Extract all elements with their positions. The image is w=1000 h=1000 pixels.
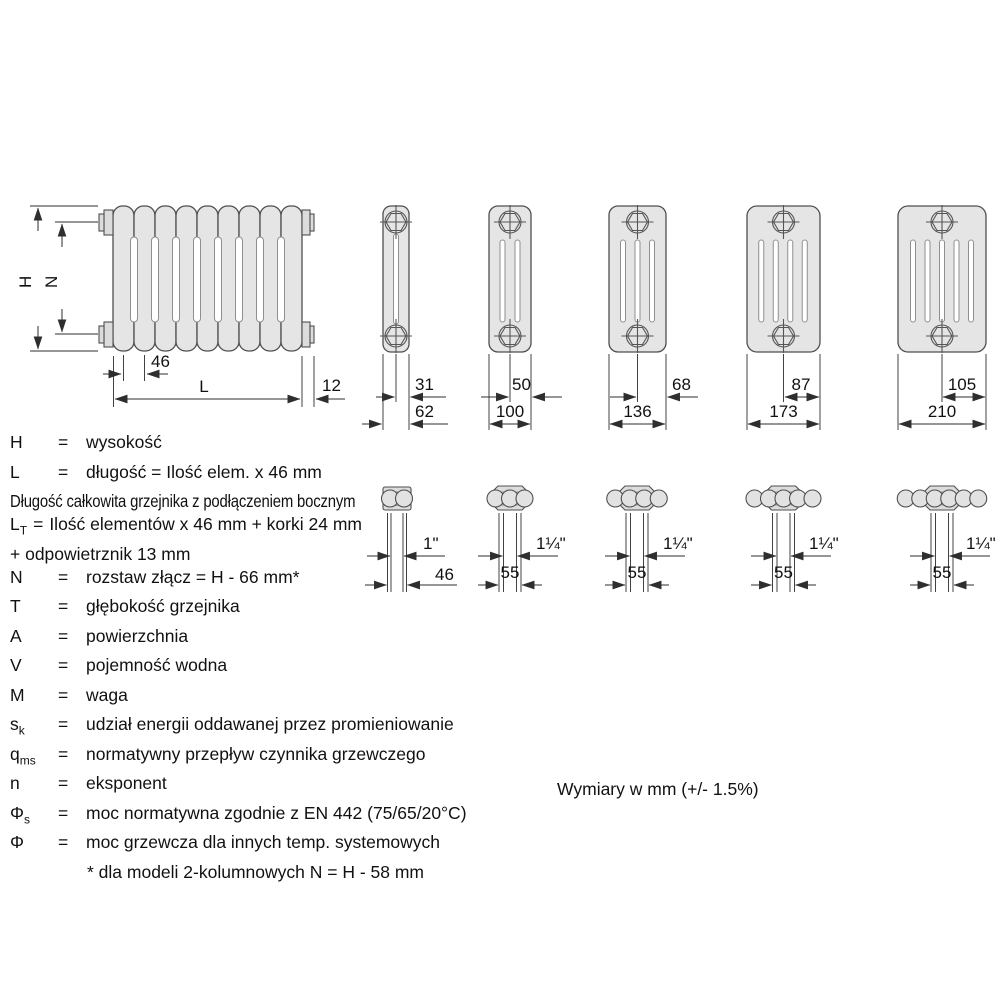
legend-row-N: N = rozstaw złącz = H - 66 mm* bbox=[10, 566, 430, 596]
front-view-drawing bbox=[16, 206, 345, 407]
side-view-3col bbox=[481, 205, 562, 430]
legend-row-phi: Φ = moc grzewcza dla innych temp. systemowych bbox=[10, 831, 430, 861]
legend-symbol: $\Phi_s$ bbox=[10, 802, 30, 826]
dim-label-depth: 100 bbox=[495, 402, 525, 421]
side-view-5col bbox=[747, 205, 820, 430]
legend-row-A: A = powierzchnia bbox=[10, 625, 430, 655]
dim-label-pitch: 55 bbox=[627, 563, 647, 582]
dim-label-half-depth: 105 bbox=[947, 375, 977, 394]
legend-row-T: T = głębokość grzejnika bbox=[10, 595, 430, 625]
legend-text: + odpowietrznik 13 mm bbox=[10, 543, 191, 564]
legend-row-phi-s: $\Phi_s$ = moc normatywna zgodnie z EN 442 (75/65/20°C) bbox=[10, 802, 430, 832]
legend-row-air-vent bbox=[10, 543, 430, 566]
dim-length-L bbox=[114, 356, 315, 407]
dim-label-depth: 62 bbox=[415, 402, 434, 421]
legend-symbol: $q_{ms}$ bbox=[10, 743, 36, 767]
legend-row-qms: $q_{ms}$ = normatywny przepływ czynnika grzewczego bbox=[10, 743, 430, 773]
legend-text: waga bbox=[86, 684, 128, 705]
dim-label-pitch: 55 bbox=[932, 563, 952, 582]
dim-label-pitch: 55 bbox=[500, 563, 520, 582]
dim-end-extra bbox=[316, 376, 345, 399]
legend-text: pojemność wodna bbox=[86, 655, 228, 675]
legend-row-n: n = eksponent bbox=[10, 772, 430, 802]
legend-text: długość = Ilość elem. x 46 mm bbox=[86, 461, 322, 482]
legend-row-M: M = waga bbox=[10, 684, 430, 714]
legend-symbol: $L_T$ bbox=[10, 514, 28, 538]
dim-label-thread: 1¼" bbox=[536, 534, 566, 553]
legend-text: Długość całkowita grzejnika z podłączeniem bocznym bbox=[10, 491, 356, 511]
legend-row-L: L = długość = Ilość elem. x 46 mm bbox=[10, 461, 430, 491]
legend-text: eksponent bbox=[86, 773, 167, 793]
dim-label-depth: 173 bbox=[769, 402, 798, 421]
legend-symbol: Φ bbox=[10, 832, 24, 852]
legend-text: moc normatywna zgodnie z EN 442 (75/65/20°C) bbox=[86, 802, 467, 823]
legend-text: Ilość elementów x 46 mm + korki 24 mm bbox=[49, 514, 362, 534]
legend-row-H: H = wysokość bbox=[10, 431, 430, 461]
dim-label-half-depth: 31 bbox=[415, 375, 434, 394]
dim-label-thread: 1¼" bbox=[809, 534, 839, 553]
legend-text: wysokość bbox=[86, 432, 162, 452]
fitting-5col bbox=[746, 486, 839, 592]
legend-text: moc grzewcza dla innych temp. systemowych bbox=[86, 832, 441, 852]
dim-label-depth: 210 bbox=[927, 402, 957, 421]
legend-symbol: N bbox=[10, 566, 23, 587]
legend-text: udział energii oddawanej przez promieniowanie bbox=[86, 714, 454, 734]
legend-row-V: V = pojemność wodna bbox=[10, 654, 430, 684]
dim-element-pitch bbox=[103, 352, 170, 381]
legend-symbol: H bbox=[10, 432, 23, 452]
legend-symbol: T bbox=[10, 596, 21, 616]
dim-label-thread: 1" bbox=[423, 534, 439, 553]
legend-text: normatywny przepływ czynnika grzewczego bbox=[86, 743, 426, 764]
side-view-4col bbox=[609, 205, 698, 430]
dim-label-46: 46 bbox=[151, 352, 170, 371]
dimensions-note: Wymiary w mm (+/- 1.5%) bbox=[557, 779, 759, 799]
dim-label-half-depth: 87 bbox=[791, 375, 811, 394]
legend-symbol: $s_k$ bbox=[10, 714, 25, 738]
legend-symbol: L bbox=[10, 461, 20, 482]
legend-symbol: n bbox=[10, 773, 20, 793]
dim-label-L: L bbox=[199, 377, 209, 396]
dim-label-half-depth: 68 bbox=[672, 375, 691, 394]
legend-text: powierzchnia bbox=[86, 625, 189, 646]
dim-label-thread: 1¼" bbox=[663, 534, 693, 553]
side-view-2col bbox=[362, 205, 448, 430]
fitting-6col bbox=[897, 486, 995, 592]
dim-label-half-depth: 50 bbox=[512, 375, 531, 394]
legend-symbol: M bbox=[10, 684, 25, 705]
dim-label-pitch: 46 bbox=[435, 565, 454, 584]
fitting-3col bbox=[478, 486, 566, 592]
legend-symbol: A bbox=[10, 625, 22, 646]
dim-label-H: H bbox=[16, 275, 35, 288]
dim-label-12: 12 bbox=[322, 376, 341, 395]
legend-row-total-length bbox=[10, 490, 430, 513]
legend-text: głębokość grzejnika bbox=[86, 596, 240, 616]
fitting-4col bbox=[605, 486, 693, 592]
dim-label-pitch: 55 bbox=[774, 563, 793, 582]
legend-symbol: V bbox=[10, 655, 22, 675]
legend-row-sk: $s_k$ = udział energii oddawanej przez promieniowanie bbox=[10, 713, 430, 743]
legend-row-footnote bbox=[10, 861, 430, 884]
legend bbox=[10, 431, 467, 884]
side-view-6col bbox=[898, 205, 986, 430]
legend-text: * dla modeli 2-kolumnowych N = H - 58 mm bbox=[87, 861, 424, 882]
dim-label-depth: 136 bbox=[623, 402, 652, 421]
dim-pitch-N bbox=[42, 222, 98, 334]
dim-label-thread: 1¼" bbox=[966, 534, 996, 553]
legend-row-LT: $L_T$ = Ilość elementów x 46 mm + korki 24 mm bbox=[10, 513, 430, 543]
legend-text: rozstaw złącz = H - 66 mm* bbox=[86, 566, 300, 587]
dim-label-N: N bbox=[42, 275, 61, 288]
